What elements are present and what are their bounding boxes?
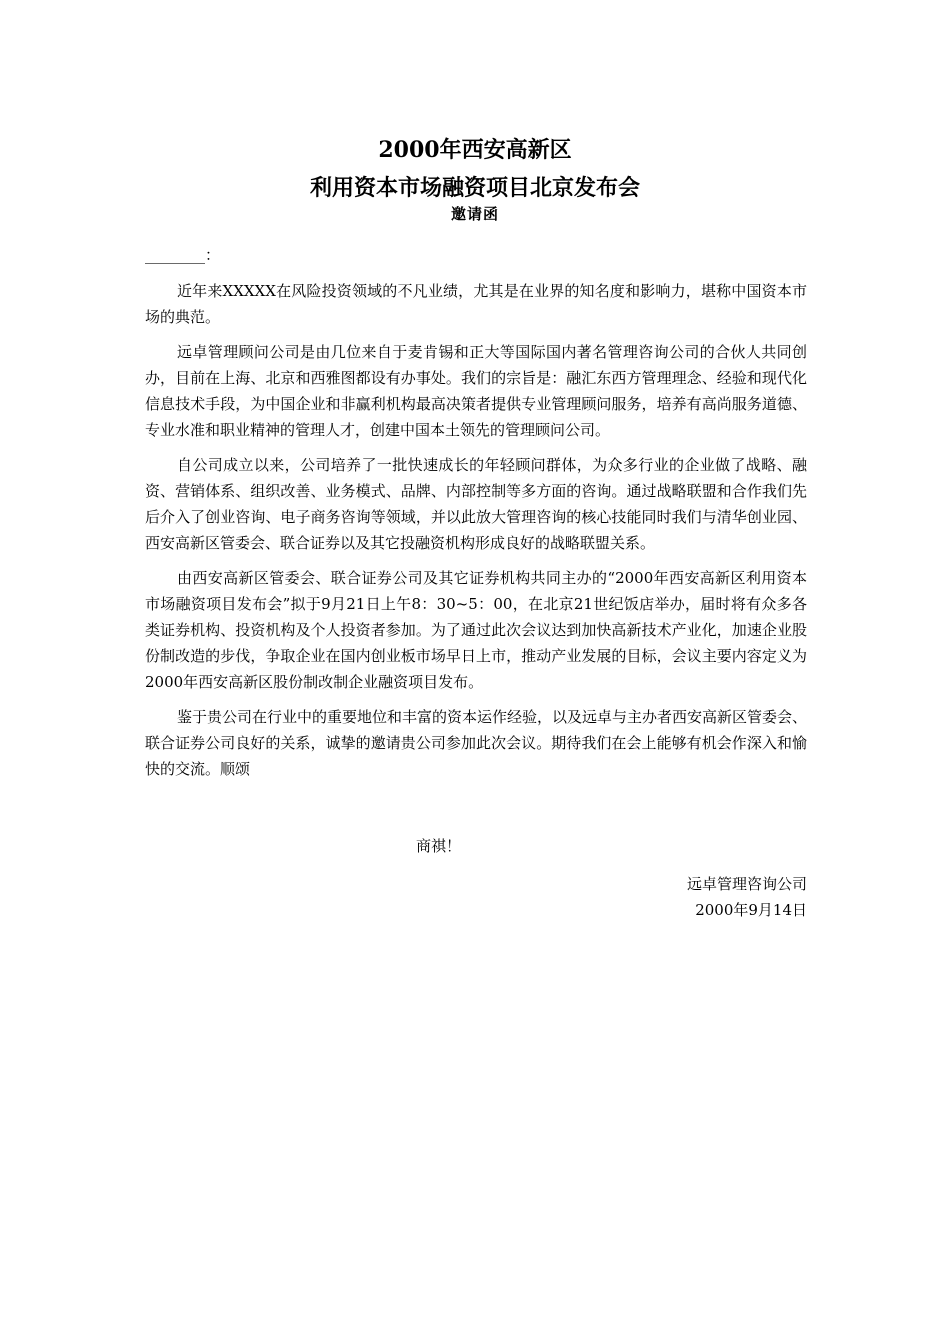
signature-block xyxy=(687,871,807,923)
paragraph-2: 远卓管理顾问公司是由几位来自于麦肯锡和正大等国际国内著名管理咨询公司的合伙人共同创办，目前在上海、北京和西雅图都设有办事处。我们的宗旨是：融汇东西方管理理念、经验和现代化信息技术手段，为中国企业和非赢利机构最高决策者提供专业管理顾问服务，培养有高尚服务道德、专业水准和职业精神的管理人才，创建中国本土领先的管理顾问公司。 xyxy=(145,343,807,439)
paragraph-4: 由西安高新区管委会、联合证券公司及其它证券机构共同主办的“2000年西安高新区利用资本市场融资项目发布会”拟于9月21日上午8：30~5：00，在北京21世纪饭店举办，届时将有众多各类证券机构、投资机构及个人投资者参加。为了通过此次会议达到加快高新技术产业化，加速企业股份制改造的步伐，争取企业在国内创业板市场早日上市，推动产业发展的目标，会议主要内容定义为2000年西安高新区股份制改制企业融资项目发布。 xyxy=(145,569,807,691)
paragraph-3: 自公司成立以来，公司培养了一批快速成长的年轻顾问群体，为众多行业的企业做了战略、融资、营销体系、组织改善、业务模式、品牌、内部控制等多方面的咨询。通过战略联盟和合作我们先后介入了创业咨询、电子商务咨询等领域，并以此放大管理咨询的核心技能同时我们与清华创业园、西安高新区管委会、联合证券以及其它投融资机构形成良好的战略联盟关系。 xyxy=(145,456,807,552)
closing-phrase: 商祺！ xyxy=(416,837,462,855)
title-line-2: 利用资本市场融资项目北京发布会 xyxy=(309,175,640,201)
salutation: ________： xyxy=(145,246,221,264)
signature-company: 远卓管理咨询公司 xyxy=(686,875,807,893)
title-line-3: 邀请函 xyxy=(450,205,499,223)
paragraph-1: 近年来XXXXX在风险投资领域的不凡业绩，尤其是在业界的知名度和影响力，堪称中国资本市场的典范。 xyxy=(145,282,807,326)
letter-body xyxy=(145,278,807,791)
paragraph-5: 鉴于贵公司在行业中的重要地位和丰富的资本运作经验，以及远卓与主办者西安高新区管委会、联合证券公司良好的关系，诚挚的邀请贵公司参加此次会议。期待我们在会上能够有机会作深入和愉快的交流。顺颂 xyxy=(145,708,808,778)
signature-date: 2000年9月14日 xyxy=(695,901,807,919)
title-line-1: 2000年西安高新区 xyxy=(378,137,572,163)
